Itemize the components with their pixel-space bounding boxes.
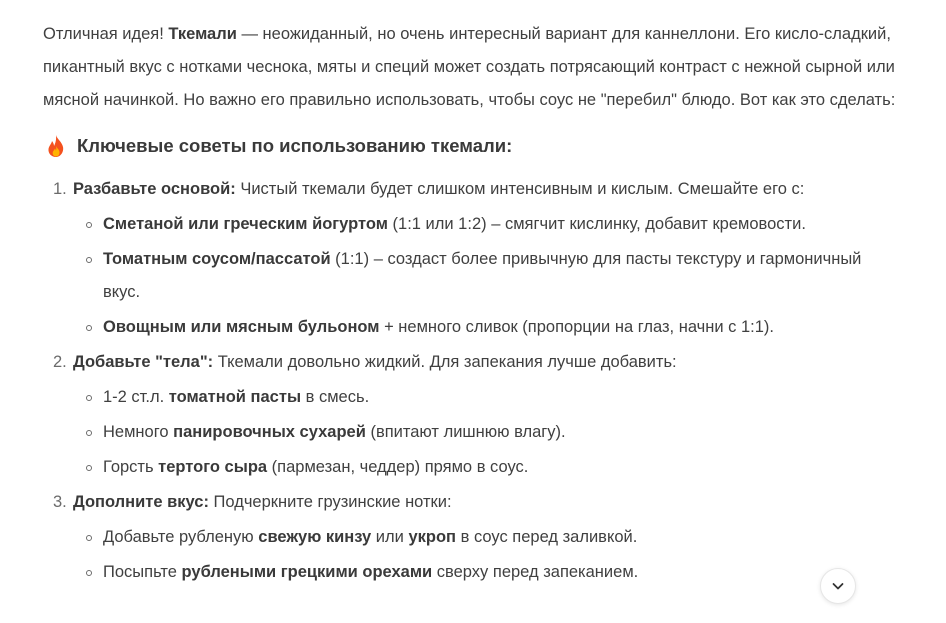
list-item: [43, 173, 903, 344]
intro-bold: Ткемали: [168, 25, 237, 43]
sub-list: [73, 381, 903, 484]
sub-text: в смесь.: [301, 388, 370, 406]
section-heading: [43, 129, 903, 163]
sub-text: Немного: [103, 423, 174, 441]
sub-bold: укроп: [408, 528, 457, 546]
sub-list: [73, 208, 903, 344]
intro-text: Отличная идея!: [43, 25, 169, 43]
list-item: [43, 346, 903, 484]
sub-bold: панировочных сухарей: [173, 423, 366, 441]
intro-paragraph: [43, 18, 903, 117]
sub-bold: Сметаной или греческим йогуртом: [103, 215, 388, 233]
sub-text: в соус перед заливкой.: [456, 528, 638, 546]
section-heading-text: Ключевые советы по использованию ткемали:: [77, 135, 513, 156]
scroll-to-bottom-button[interactable]: [820, 568, 856, 604]
sub-bold: Томатным соусом/пассатой: [103, 250, 331, 268]
sub-text: Посыпьте: [103, 563, 182, 581]
fire-icon: [45, 134, 67, 158]
sub-bold: рублеными грецкими орехами: [181, 563, 433, 581]
intro-text-rest: — неожиданный, но очень интересный вариант для каннеллони. Его кисло-сладкий, пикантный вкус с нотками чеснока, мяты и специй может создать потрясающий контраст с нежной сырной или мясной начинкой. Но важно его правильно использовать, чтобы соус не "перебил" блюдо. Вот как это сделать:: [43, 25, 896, 109]
sub-text: 1-2 ст.л.: [103, 388, 169, 406]
sub-text: Горсть: [103, 458, 159, 476]
list-item: [73, 451, 903, 484]
list-item: [73, 416, 903, 449]
tip-text: Ткемали довольно жидкий. Для запекания лучше добавить:: [213, 353, 677, 371]
sub-list: [73, 521, 903, 589]
list-item: [43, 486, 903, 589]
chevron-down-icon: [830, 578, 846, 594]
list-number: 3.: [53, 493, 67, 511]
list-item: [73, 311, 903, 344]
sub-bold: томатной пасты: [168, 388, 302, 406]
sub-text: + немного сливок (пропорции на глаз, начни с 1:1).: [379, 318, 775, 336]
list-item: [73, 243, 903, 309]
list-item: [73, 556, 903, 589]
tip-text: Чистый ткемали будет слишком интенсивным и кислым. Смешайте его с:: [235, 180, 805, 198]
tip-title: Добавьте "тела":: [73, 353, 214, 371]
sub-text: (1:1 или 1:2) – смягчит кислинку, добавит кремовости.: [387, 215, 806, 233]
list-item: [73, 208, 903, 241]
sub-bold: тертого сыра: [158, 458, 268, 476]
sub-text: (1:1) – создаст более привычную для пасты текстуру и гармоничный вкус.: [103, 250, 862, 301]
list-number: 1.: [53, 180, 67, 198]
tip-title: Разбавьте основой:: [73, 180, 236, 198]
sub-text: сверху перед запеканием.: [432, 563, 639, 581]
sub-bold: Овощным или мясным бульоном: [103, 318, 380, 336]
sub-text: или: [371, 528, 409, 546]
sub-text: Добавьте рубленую: [103, 528, 259, 546]
list-item: [73, 381, 903, 414]
list-item: [73, 521, 903, 554]
sub-bold: свежую кинзу: [258, 528, 372, 546]
sub-text: (впитают лишнюю влагу).: [365, 423, 566, 441]
list-number: 2.: [53, 353, 67, 371]
sub-text: (пармезан, чеддер) прямо в соус.: [267, 458, 529, 476]
tip-title: Дополните вкус:: [73, 493, 209, 511]
tips-list: [43, 173, 903, 589]
chat-message: [43, 18, 903, 591]
tip-text: Подчеркните грузинские нотки:: [208, 493, 452, 511]
